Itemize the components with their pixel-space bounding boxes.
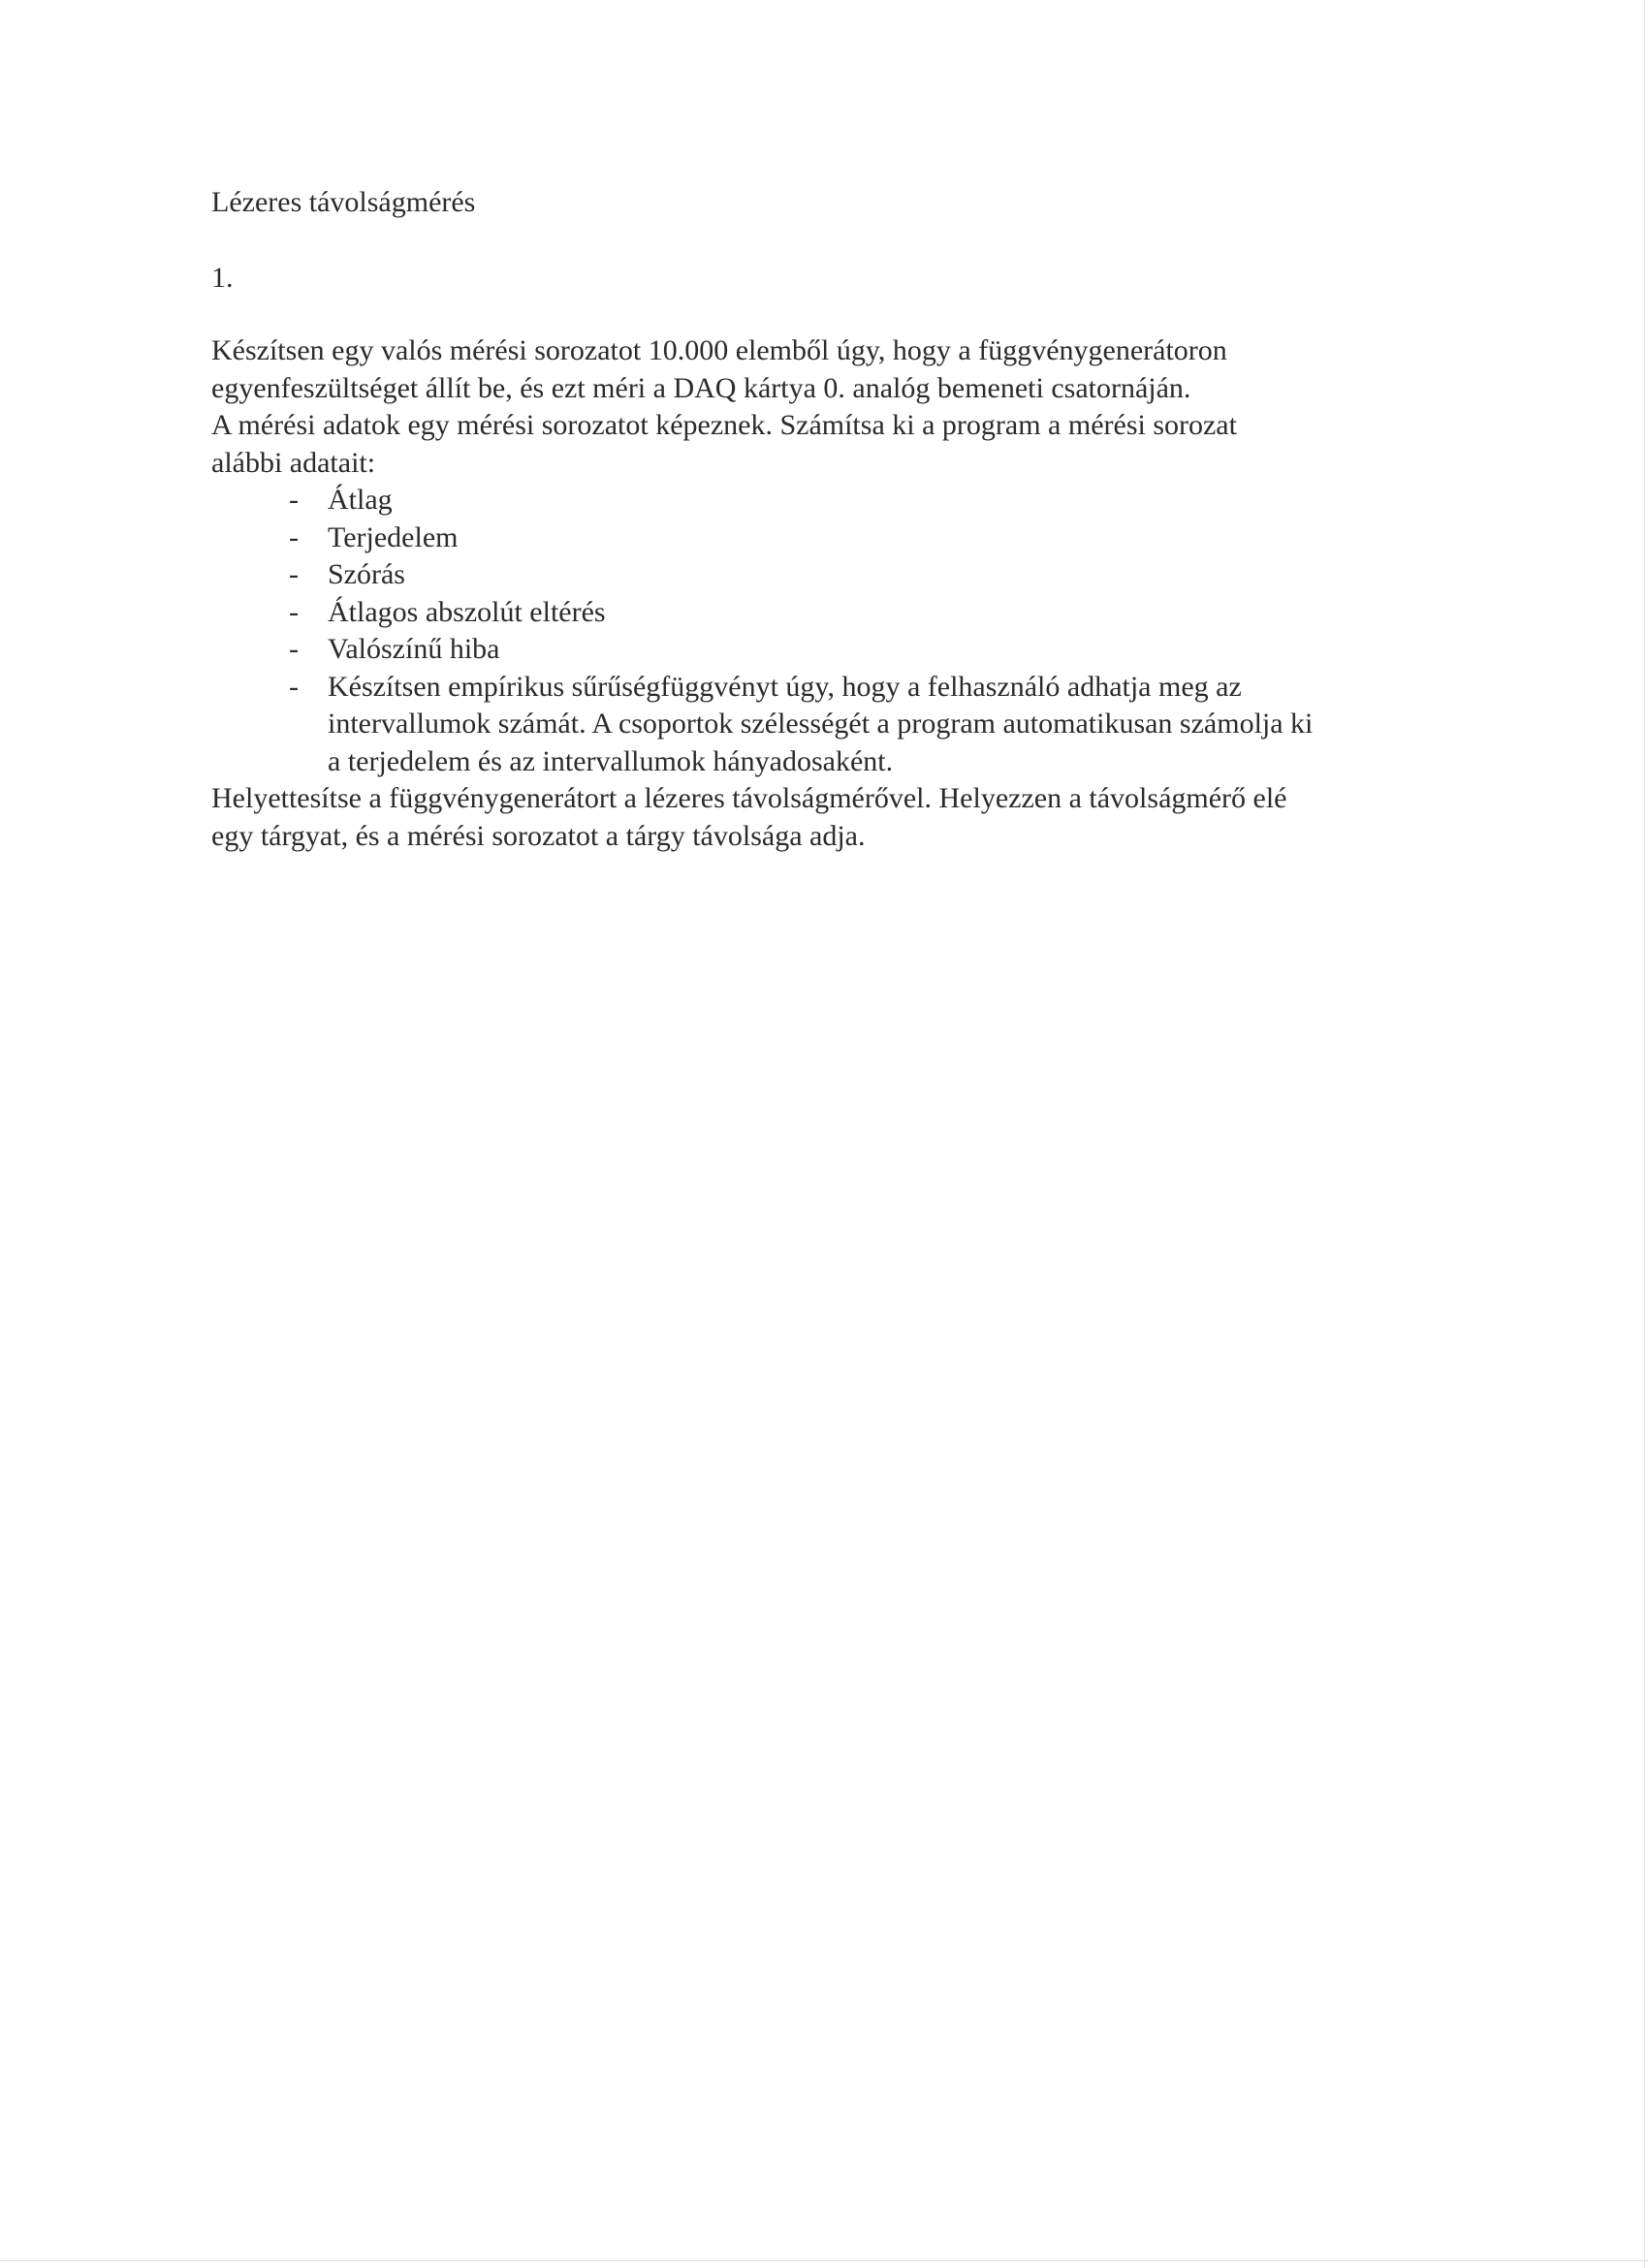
list-item-text: Valószínű hiba [328,633,500,665]
list-dash: - [289,484,299,516]
intro-line: A mérési adatok egy mérési sorozatot képeznek. Számítsa ki a program a mérési sorozat [211,409,1237,441]
intro-line: alábbi adatait: [211,446,376,479]
list-item-terjedelem [211,520,1491,557]
intro-line: Készítsen egy valós mérési sorozatot 10.000 elemből úgy, hogy a függvénygenerátoron [211,334,1227,366]
list-item-szoras [211,556,1491,594]
scan-edge-right [1644,0,1645,2268]
list-item-surusegfuggveny [211,669,1491,781]
scan-edge-bottom [0,2260,1648,2261]
intro-line: egyenfeszültséget állít be, és ezt méri a DAQ kártya 0. analóg bemeneti csatornáján. [211,371,1191,404]
list-dash: - [289,558,299,590]
list-item-text: Készítsen empírikus sűrűségfüggvényt úgy, hogy a felhasználó adhatja meg az [328,670,1242,703]
list-dash: - [289,633,299,665]
list-item-atlag [211,482,1491,520]
closing-line: egy tárgyat, és a mérési sorozatot a tárgy távolsága adja. [211,819,866,852]
list-dash: - [289,520,299,553]
statistics-list [211,482,1491,780]
list-item-text: Szórás [328,558,405,590]
list-item-text: intervallumok számát. A csoportok szélességét a program automatikusan számolja ki [328,708,1314,740]
document-title: Lézeres távolságmérés [211,186,476,218]
task-description [211,332,1491,855]
list-item-text: a terjedelem és az intervallumok hányadosaként. [328,744,894,777]
list-item-atlagos-abszolut-elteres [211,594,1491,632]
closing-line: Helyettesítse a függvénygenerátort a lézeres távolságmérővel. Helyezzen a távolságmérő elé [211,782,1287,814]
list-dash: - [289,670,299,703]
section-number: 1. [211,262,234,294]
list-dash: - [289,595,299,628]
list-item-text: Átlag [328,484,393,516]
list-item-text: Terjedelem [328,520,459,553]
list-item-valoszinu-hiba [211,631,1491,669]
list-item-text: Átlagos abszolút eltérés [328,595,606,628]
